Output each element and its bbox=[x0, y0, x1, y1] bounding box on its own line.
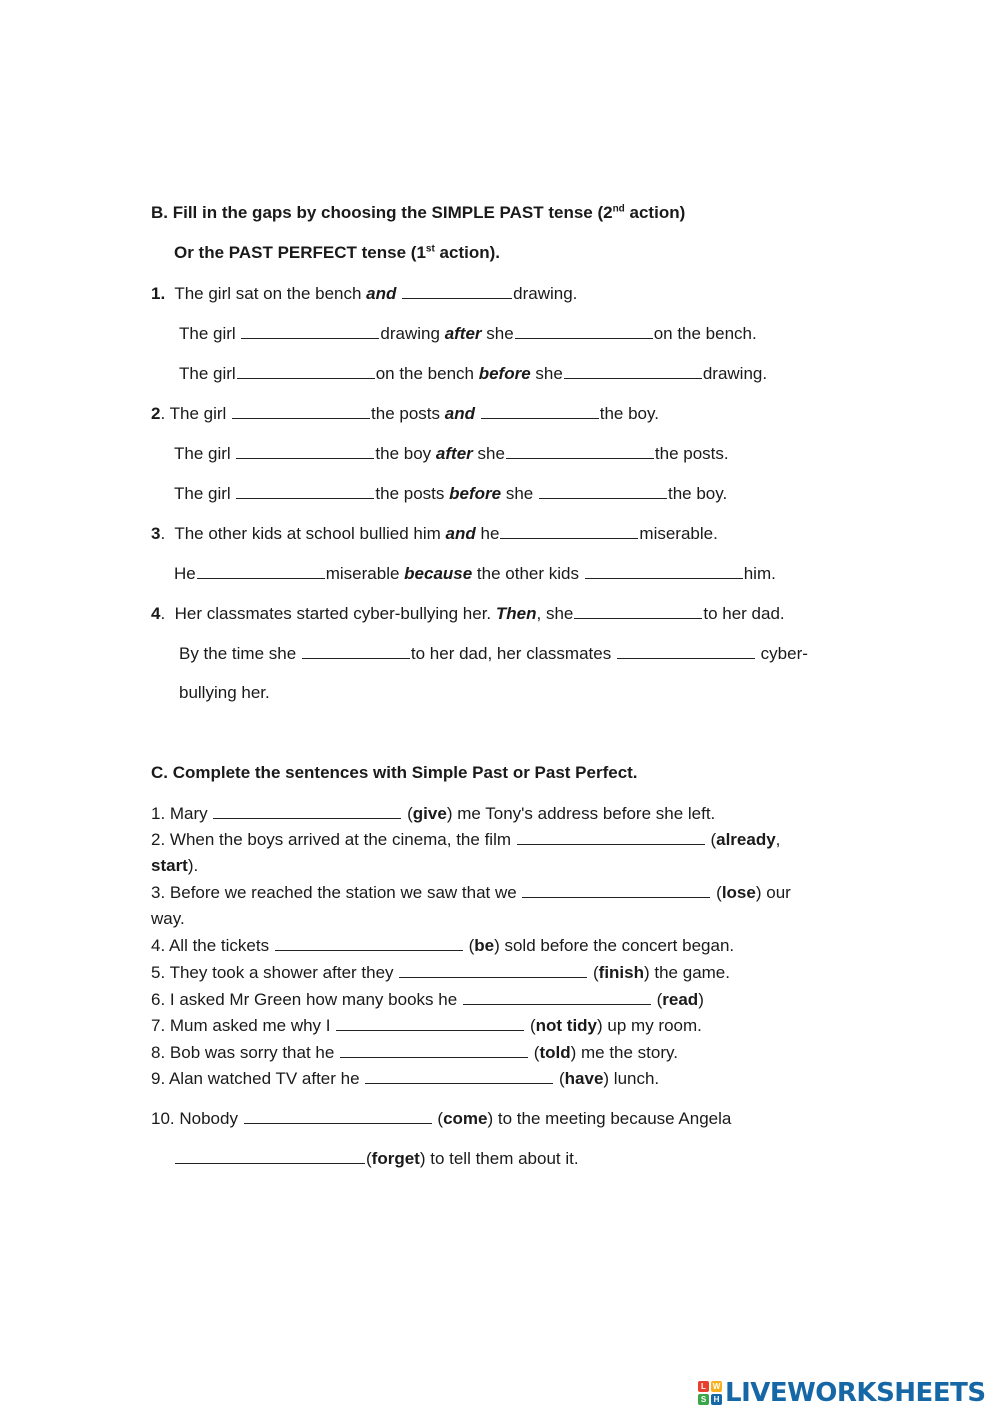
text: ). bbox=[187, 856, 199, 875]
text: the boy bbox=[375, 444, 436, 463]
text: ( bbox=[525, 1016, 536, 1035]
sentence-10-cont bbox=[174, 1147, 579, 1170]
question-1-line-2 bbox=[179, 322, 757, 345]
answer-blank[interactable] bbox=[463, 988, 651, 1005]
answer-blank[interactable] bbox=[617, 642, 755, 659]
sentence-8 bbox=[151, 1041, 678, 1064]
text: ) the game. bbox=[644, 963, 730, 982]
text: ( bbox=[651, 990, 663, 1009]
text: to her dad, her classmates bbox=[410, 644, 616, 663]
question-number: 3 bbox=[151, 524, 161, 543]
text: cyber- bbox=[755, 644, 808, 663]
text: . The girl bbox=[160, 404, 232, 423]
sentence-7 bbox=[151, 1014, 702, 1037]
liveworksheets-logo[interactable] bbox=[698, 1376, 986, 1410]
text: ( bbox=[529, 1043, 540, 1062]
text: to her dad. bbox=[703, 604, 785, 623]
text bbox=[396, 284, 401, 303]
answer-blank[interactable] bbox=[500, 522, 638, 539]
section-b-subheading bbox=[174, 242, 500, 264]
question-3-line-1 bbox=[151, 522, 718, 545]
text: 6. I asked Mr Green how many books he bbox=[151, 990, 462, 1009]
verb-hint: already bbox=[716, 830, 776, 849]
text: ( bbox=[463, 936, 475, 955]
verb-hint: give bbox=[412, 804, 447, 823]
sentence-2 bbox=[151, 828, 780, 851]
text: ( bbox=[402, 804, 413, 823]
text: 1. Mary bbox=[151, 804, 213, 823]
text: drawing. bbox=[702, 364, 768, 383]
answer-blank[interactable] bbox=[236, 442, 374, 459]
answer-blank[interactable] bbox=[517, 828, 705, 845]
logo-mark-icon bbox=[698, 1381, 722, 1405]
text: ( bbox=[588, 963, 599, 982]
answer-blank[interactable] bbox=[539, 482, 667, 499]
text: ( bbox=[554, 1069, 565, 1088]
text: . The other kids at school bullied him bbox=[160, 524, 446, 543]
sentence-10 bbox=[151, 1107, 731, 1130]
text: ) lunch. bbox=[603, 1069, 660, 1088]
text: ( bbox=[432, 1109, 444, 1128]
answer-blank[interactable] bbox=[175, 1147, 365, 1164]
keyword: and bbox=[445, 524, 476, 543]
text: The girl bbox=[179, 364, 236, 383]
text: miserable. bbox=[639, 524, 718, 543]
text: ) to tell them about it. bbox=[419, 1149, 579, 1168]
text: he bbox=[475, 524, 500, 543]
text: drawing. bbox=[513, 284, 578, 303]
logo-tile: S bbox=[698, 1394, 709, 1405]
sentence-6 bbox=[151, 988, 704, 1011]
question-2-line-3 bbox=[174, 482, 727, 505]
text: ) me Tony's address before she left. bbox=[446, 804, 716, 823]
logo-tile: W bbox=[712, 1382, 721, 1391]
keyword: after bbox=[444, 324, 482, 343]
verb-hint: have bbox=[564, 1069, 604, 1088]
text: The girl sat on the bench bbox=[165, 284, 367, 303]
answer-blank[interactable] bbox=[213, 802, 401, 819]
text: 5. They took a shower after they bbox=[151, 963, 399, 982]
text: ) up my room. bbox=[597, 1016, 702, 1035]
text: ( bbox=[705, 830, 717, 849]
text: ) bbox=[698, 990, 704, 1009]
sentence-5 bbox=[151, 961, 730, 984]
answer-blank[interactable] bbox=[237, 362, 375, 379]
keyword: after bbox=[435, 444, 473, 463]
question-2-line-1 bbox=[151, 402, 659, 425]
heading-text: Or the PAST PERFECT tense (1 bbox=[174, 243, 426, 262]
verb-hint: start bbox=[151, 856, 188, 875]
text: on the bench. bbox=[653, 324, 757, 343]
text: on the bench bbox=[375, 364, 479, 383]
question-number: 4 bbox=[151, 604, 161, 623]
text: the boy. bbox=[667, 484, 728, 503]
answer-blank[interactable] bbox=[574, 602, 702, 619]
answer-blank[interactable] bbox=[515, 322, 653, 339]
logo-tile: L bbox=[698, 1381, 709, 1392]
question-4-line-1 bbox=[151, 602, 785, 625]
text: ) me the story. bbox=[570, 1043, 678, 1062]
text: ) to the meeting because Angela bbox=[487, 1109, 732, 1128]
question-3-line-2 bbox=[174, 562, 776, 585]
keyword: before bbox=[478, 364, 531, 383]
sentence-4 bbox=[151, 934, 734, 957]
text: ( bbox=[711, 883, 722, 902]
keyword: and bbox=[444, 404, 475, 423]
answer-blank[interactable] bbox=[236, 482, 374, 499]
text: 9. Alan watched TV after he bbox=[151, 1069, 365, 1088]
keyword: and bbox=[366, 284, 397, 303]
text: she bbox=[501, 484, 538, 503]
answer-blank[interactable] bbox=[522, 881, 710, 898]
sentence-3-cont bbox=[151, 908, 185, 930]
verb-hint: finish bbox=[598, 963, 644, 982]
text: By the time she bbox=[179, 644, 301, 663]
text: the other kids bbox=[472, 564, 584, 583]
sentence-9 bbox=[151, 1067, 659, 1090]
text: the posts bbox=[371, 404, 445, 423]
question-number: 1. bbox=[151, 284, 166, 303]
answer-blank[interactable] bbox=[564, 362, 702, 379]
text: . Her classmates started cyber-bullying her. bbox=[160, 604, 496, 623]
heading-text: action) bbox=[624, 203, 686, 222]
answer-blank[interactable] bbox=[275, 934, 463, 951]
answer-blank[interactable] bbox=[244, 1107, 432, 1124]
text: the boy. bbox=[599, 404, 659, 423]
text: the posts bbox=[375, 484, 450, 503]
verb-hint: lose bbox=[721, 883, 756, 902]
section-b-heading bbox=[151, 202, 685, 224]
answer-blank[interactable] bbox=[197, 562, 325, 579]
text: she bbox=[472, 444, 505, 463]
verb-hint: read bbox=[662, 990, 699, 1009]
text: way. bbox=[151, 909, 185, 928]
answer-blank[interactable] bbox=[302, 642, 410, 659]
text: she bbox=[481, 324, 514, 343]
question-1-line-1 bbox=[151, 282, 577, 305]
answer-blank[interactable] bbox=[481, 402, 599, 419]
question-4-line-3 bbox=[179, 682, 270, 704]
text: drawing bbox=[380, 324, 445, 343]
section-c-heading: C. Complete the sentences with Simple Past or Past Perfect. bbox=[151, 763, 638, 782]
text: she bbox=[530, 364, 563, 383]
text: 10. Nobody bbox=[151, 1109, 243, 1128]
text: The girl bbox=[174, 484, 236, 503]
verb-hint: come bbox=[443, 1109, 488, 1128]
answer-blank[interactable] bbox=[241, 322, 379, 339]
superscript: st bbox=[425, 243, 435, 255]
logo-tile: H bbox=[711, 1394, 722, 1405]
answer-blank[interactable] bbox=[399, 961, 587, 978]
question-1-line-3 bbox=[179, 362, 767, 385]
text: , bbox=[775, 830, 781, 849]
text: 3. Before we reached the station we saw that we bbox=[151, 883, 522, 902]
answer-blank[interactable] bbox=[232, 402, 370, 419]
verb-hint: not tidy bbox=[535, 1016, 598, 1035]
text: He bbox=[174, 564, 196, 583]
text: miserable bbox=[325, 564, 405, 583]
heading-text: B. Fill in the gaps by choosing the SIMPLE PAST tense (2 bbox=[151, 203, 613, 222]
verb-hint: be bbox=[474, 936, 495, 955]
sentence-2-cont bbox=[151, 855, 198, 877]
text: , she bbox=[536, 604, 574, 623]
text: 8. Bob was sorry that he bbox=[151, 1043, 340, 1062]
answer-blank[interactable] bbox=[506, 442, 654, 459]
superscript: nd bbox=[612, 203, 625, 215]
text: The girl bbox=[179, 324, 241, 343]
text: the posts. bbox=[654, 444, 729, 463]
text: bullying her. bbox=[179, 683, 270, 702]
answer-blank[interactable] bbox=[585, 562, 743, 579]
text: him. bbox=[743, 564, 776, 583]
sentence-1 bbox=[151, 802, 715, 825]
question-number: 2 bbox=[151, 404, 161, 423]
question-2-line-2 bbox=[174, 442, 729, 465]
text: ( bbox=[366, 1149, 372, 1168]
answer-blank[interactable] bbox=[402, 282, 512, 299]
text bbox=[475, 404, 480, 423]
answer-blank[interactable] bbox=[340, 1041, 528, 1058]
sentence-3 bbox=[151, 881, 791, 904]
text: ) our bbox=[755, 883, 791, 902]
logo-text: LIVEWORKSHEETS bbox=[725, 1378, 986, 1408]
keyword: Then bbox=[495, 604, 537, 623]
verb-hint: told bbox=[539, 1043, 571, 1062]
text: 4. All the tickets bbox=[151, 936, 274, 955]
text: 2. When the boys arrived at the cinema, the film bbox=[151, 830, 516, 849]
verb-hint: forget bbox=[371, 1149, 420, 1168]
text: 7. Mum asked me why I bbox=[151, 1016, 336, 1035]
keyword: before bbox=[449, 484, 502, 503]
heading-text: action). bbox=[434, 243, 500, 262]
text: ) sold before the concert began. bbox=[494, 936, 735, 955]
text: The girl bbox=[174, 444, 236, 463]
question-4-line-2 bbox=[179, 642, 808, 665]
answer-blank[interactable] bbox=[336, 1014, 524, 1031]
keyword: because bbox=[404, 564, 473, 583]
answer-blank[interactable] bbox=[365, 1067, 553, 1084]
